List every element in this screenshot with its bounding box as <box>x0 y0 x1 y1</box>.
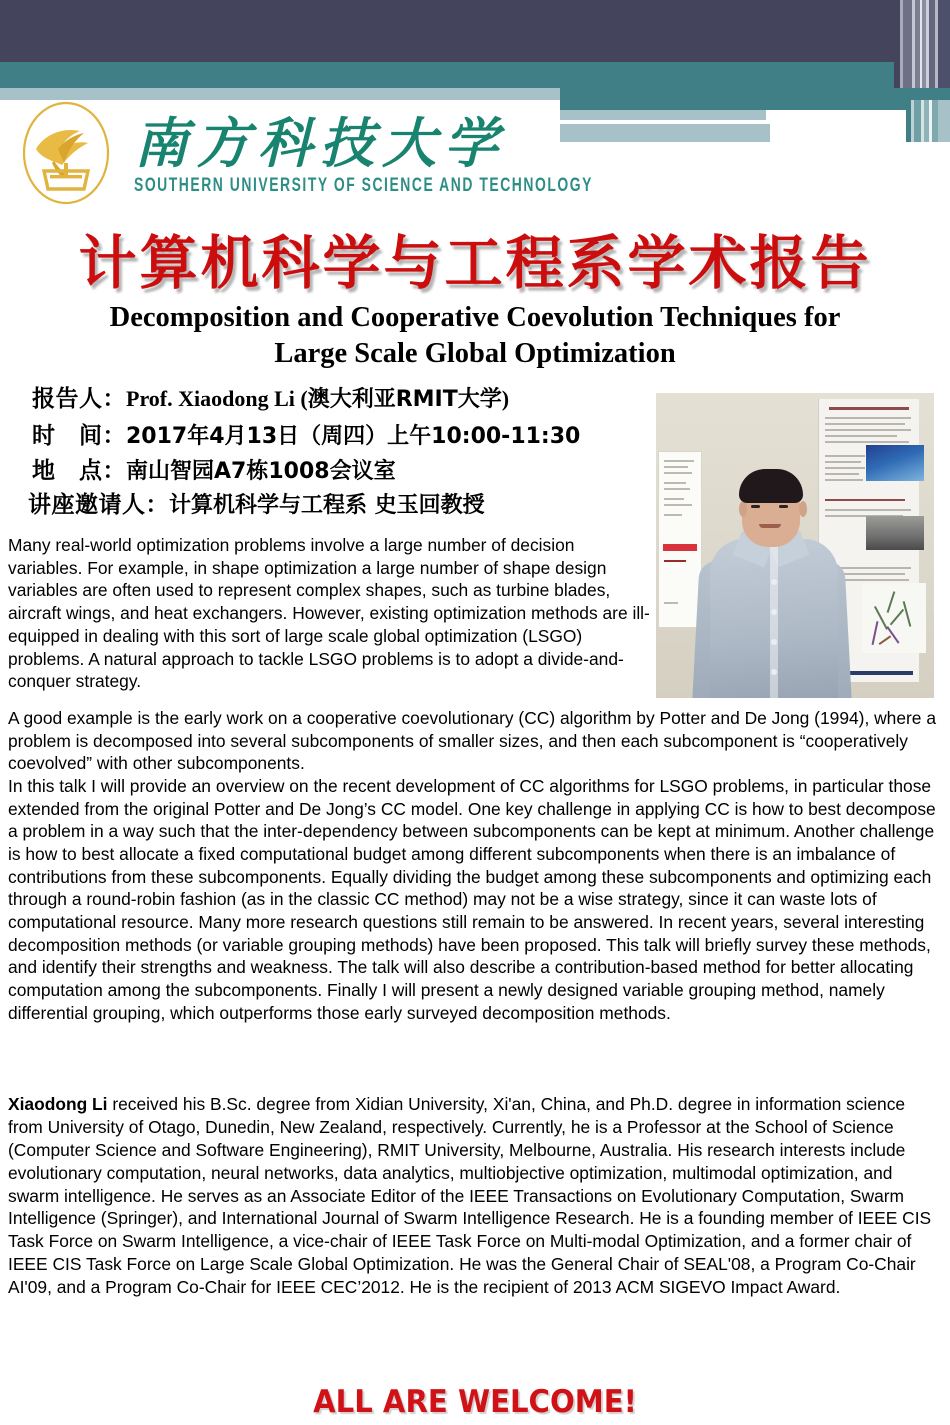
talk-title-line-1: Decomposition and Cooperative Coevolution Techniques for <box>109 302 841 333</box>
logo-wordmark <box>134 110 612 197</box>
abstract-paragraph-2: A good example is the early work on a cooperative coevolutionary (CC) algorithm by Potter and De Jong (1994), where a problem is decomposed into several subcomponents of smaller sizes, and then each subcomponent is “cooperatively coevolved” with other subcomponents. <box>8 708 936 774</box>
speaker-name-close: ) <box>501 386 510 411</box>
photo-shirt-button <box>771 609 777 615</box>
abstract-paragraph-3: In this talk I will provide an overview on the recent development of CC algorithms for LSGO problems, in particular those extended from the original Potter and De Jong’s CC model. One key challenge in applying CC is how to best decompose a problem in a way such that the inter-dependency between subcomponents can be kept at minimum. Another challenge is how to best allocate a fixed computational budget among different subcomponents when there is an imbalance of contributions from these subcomponents. Equally dividing the budget among these subcomponents and optimizing each through a round-robin fashion (as in the classic CC method) may not be a wise strategy, since it can waste lots of computational resource. Many more research questions still remain to be answered. In recent years, several interesting decomposition methods (or variable grouping methods) have been proposed. This talk will briefly survey these methods, and identify their strengths and weakness. The talk will also describe a contribution-based method for better allocating computation among the subcomponents. Finally I will present a newly designed variable grouping method, namely differential grouping, which outperforms those early surveyed decomposition methods. <box>8 775 936 1023</box>
photo-ear-right <box>799 501 807 517</box>
place-row <box>32 460 396 483</box>
welcome-footer: ALL ARE WELCOME! <box>313 1384 637 1420</box>
photo-poster-image-network <box>862 583 926 653</box>
host-row <box>28 494 485 517</box>
bio-text: received his B.Sc. degree from Xidian University, Xi'an, China, and Ph.D. degree in information science from University of Otago, Dunedin, New Zealand, respectively. Currently, he is a Professor at the School of Science (Computer Science and Software Engineering), RMIT University, Melbourne, Australia. His research interests include evolutionary computation, neural networks, data analytics, multiobjective optimization, multimodal optimization, and swarm intelligence. He serves as an Associate Editor of the IEEE Transactions on Evolutionary Computation, Swarm Intelligence (Springer), and International Journal of Swarm Intelligence Research. He is a founding member of IEEE CIS Task Force on Swarm Intelligence, a vice-chair of IEEE Task Force on Multi-modal Optimization, and a former chair of IEEE CIS Task Force on Large Scale Global Optimization. He was the General Chair of SEAL'08, a Program Co-Chair AI'09, and a Program Co-Chair for IEEE CEC’2012. He is the recipient of 2013 ACM SIGEVO Impact Award. <box>8 1094 932 1297</box>
speaker-photo <box>656 393 934 698</box>
host-value: 计算机科学与工程系 史玉回教授 <box>169 493 485 518</box>
photo-eye-left <box>751 505 760 508</box>
place-value: 南山智园A7栋1008会议室 <box>126 459 396 484</box>
photo-shirt-button <box>771 669 777 675</box>
photo-hair <box>739 469 803 503</box>
speaker-label: 报告人： <box>32 386 126 412</box>
speaker-biography <box>8 1093 938 1299</box>
logo-english-name: SOUTHERN UNIVERSITY OF SCIENCE AND TECHNOLOGY <box>134 175 593 197</box>
photo-poster-image-bridge <box>866 445 924 481</box>
speaker-row <box>32 388 509 411</box>
speaker-name-en: Prof. Xiaodong Li ( <box>126 386 308 411</box>
logo-chinese-name: 南方科技大学 <box>134 110 506 175</box>
photo-shirt-button <box>771 579 777 585</box>
header-teal-band <box>0 62 950 88</box>
header-banner <box>0 0 950 100</box>
photo-wall-document <box>658 451 702 628</box>
speaker-affiliation-cn: 澳大利亚RMIT大学 <box>307 387 502 412</box>
header-stripe-decoration-lower <box>906 100 950 142</box>
photo-mouth <box>759 524 781 528</box>
page-title-chinese: 计算机科学与工程系学术报告 <box>78 229 872 297</box>
time-label: 时 间： <box>32 423 126 449</box>
talk-title-english <box>28 300 922 372</box>
talk-title-line-2: Large Scale Global Optimization <box>274 337 676 369</box>
photo-shirt-button <box>771 639 777 645</box>
abstract-paragraph-1: Many real-world optimization problems involve a large number of decision variables. For example, in shape optimization a large number of shape design variables are often used to represent complex shapes, such as turbine blades, aircraft wings, and heat exchangers. However, existing optimization methods are ill-equipped in dealing with this sort of large scale global optimization (LSGO) problems. A natural approach to tackle LSGO problems is to adopt a divide-and-conquer strategy. <box>8 535 650 692</box>
time-row <box>32 425 580 448</box>
place-label: 地 点： <box>32 458 126 484</box>
time-value: 2017年4月13日（周四）上午10:00-11:30 <box>126 424 581 449</box>
host-label: 讲座邀请人： <box>28 492 169 518</box>
photo-eye-right <box>779 505 788 508</box>
sustech-emblem-icon <box>14 101 118 205</box>
abstract-column-narrow <box>8 534 652 693</box>
photo-poster-image-vehicle <box>866 516 924 550</box>
abstract-column-wide <box>8 707 938 1024</box>
header-navy-band <box>0 0 950 62</box>
photo-ear-left <box>739 501 747 517</box>
header-stripe-decoration <box>894 0 950 100</box>
bio-speaker-name: Xiaodong Li <box>8 1094 108 1114</box>
university-logo <box>14 98 734 208</box>
